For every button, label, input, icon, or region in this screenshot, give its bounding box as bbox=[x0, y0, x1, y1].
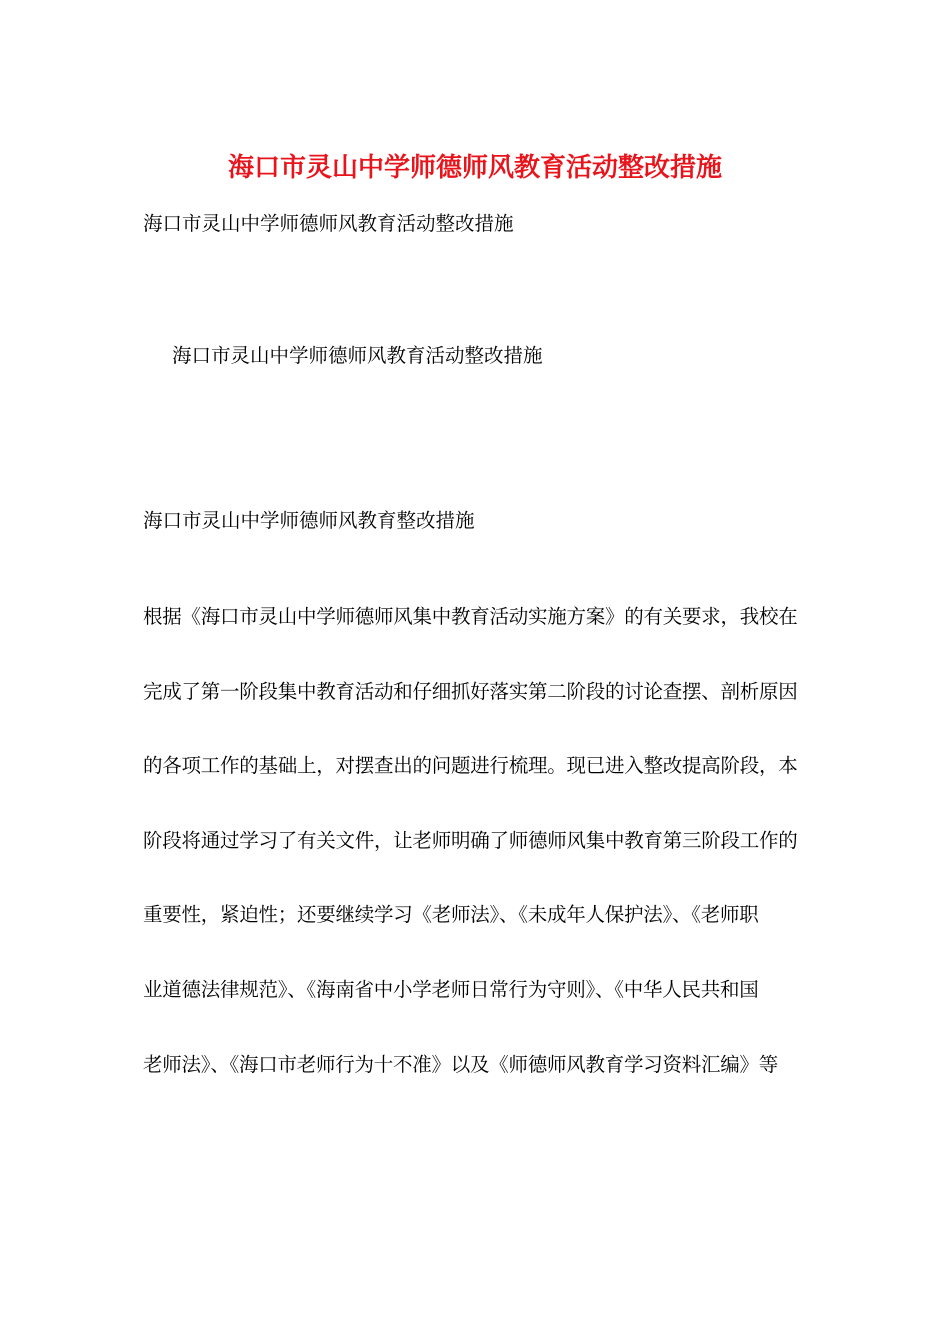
document-title: 海口市灵山中学师德师风教育活动整改措施 bbox=[227, 153, 722, 183]
body-line: 的各项工作的基础上，对摆查出的问题进行梳理。现已进入整改提高阶段，本 bbox=[143, 754, 798, 778]
body-paragraph bbox=[143, 604, 808, 1126]
body-line: 重要性，紧迫性；还要继续学习《老师法》、《未成年人保护法》、《老师职 bbox=[143, 903, 759, 927]
body-line: 业道德法律规范》、《海南省中小学老师日常行为守则》、《中华人民共和国 bbox=[143, 977, 759, 1001]
body-line: 根据《海口市灵山中学师德师风集中教育活动实施方案》的有关要求，我校在 bbox=[143, 605, 798, 628]
body-line: 完成了第一阶段集中教育活动和仔细抓好落实第二阶段的讨论查摆、剖析原因 bbox=[143, 679, 798, 703]
subtitle-line-1: 海口市灵山中学师德师风教育活动整改措施 bbox=[143, 212, 514, 235]
body-line: 老师法》、《海口市老师行为十不准》以及《师德师风教育学习资料汇编》等 bbox=[143, 1052, 779, 1076]
section-heading: 海口市灵山中学师德师风教育整改措施 bbox=[143, 509, 475, 532]
body-line: 阶段将通过学习了有关文件，让老师明确了师德师风集中教育第三阶段工作的 bbox=[143, 828, 798, 852]
subtitle-line-2: 海口市灵山中学师德师风教育活动整改措施 bbox=[172, 344, 543, 367]
